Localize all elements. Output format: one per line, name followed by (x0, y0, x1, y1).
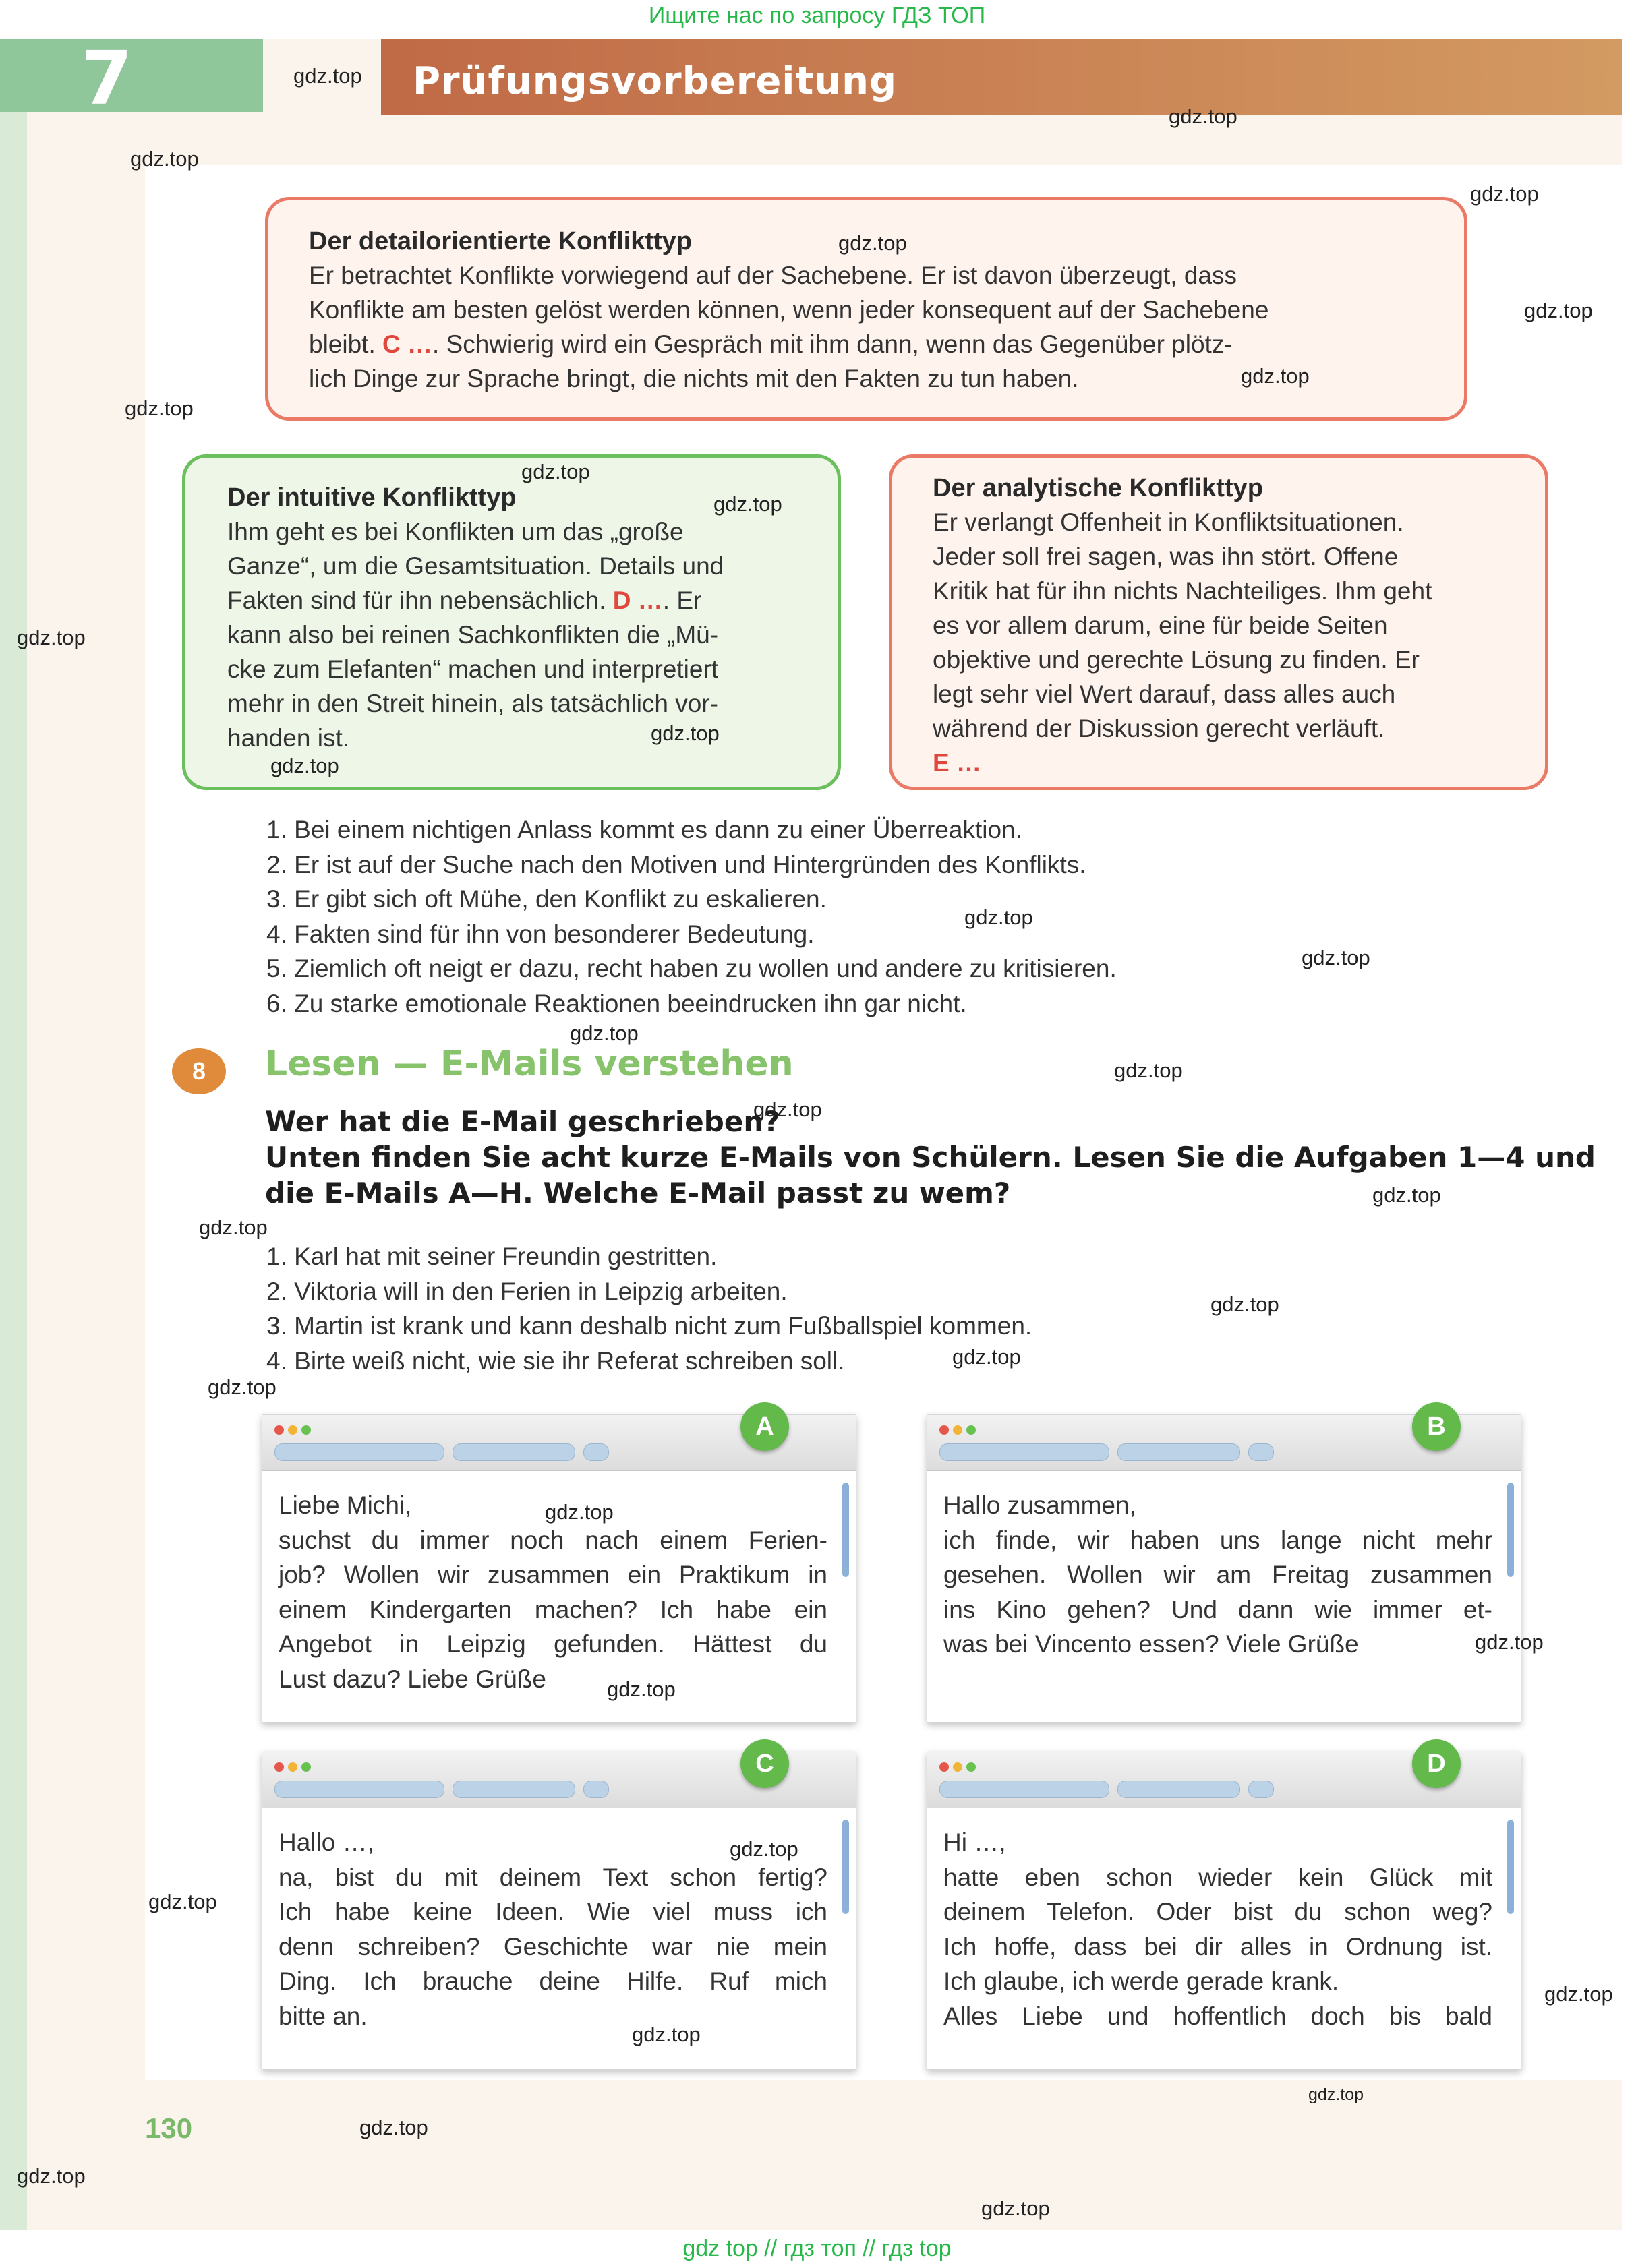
watermark: gdz.top (1308, 2085, 1364, 2104)
email-line: na, bist du mit deinem Text schon fertig? (279, 1863, 827, 1891)
statement-item: 1. Bei einem nichtigen Anlass kommt es dann zu einer Überreaktion. (266, 816, 1022, 843)
email-line: hatte eben schon wieder kein Glück mit (943, 1863, 1492, 1891)
top-link[interactable]: Ищите нас по запросу ГДЗ ТОП (648, 3, 986, 28)
watermark: gdz.top (359, 2116, 428, 2139)
minimize-dot-icon[interactable] (953, 1425, 962, 1435)
watermark: gdz.top (1470, 182, 1539, 206)
box-analytic-line: objektive und gerechte Lösung zu finden. Er (933, 646, 1420, 674)
zoom-dot-icon[interactable] (966, 1425, 976, 1435)
email-line: suchst du immer noch nach einem Ferien- (279, 1526, 827, 1554)
box-intuitive-line: Ihm geht es bei Konflikten um das „große (227, 518, 684, 545)
box-intuitive-line: kann also bei reinen Sachkonflikten die „Mü- (227, 621, 719, 649)
box-intuitive-line: handen ist. (227, 724, 350, 752)
zoom-dot-icon[interactable] (301, 1425, 311, 1435)
email-label-b: B (1412, 1402, 1461, 1451)
watermark: gdz.top (1372, 1183, 1441, 1207)
print-button[interactable] (583, 1443, 609, 1461)
email-line: denn schreiben? Geschichte war nie mein (279, 1932, 827, 1961)
watermark: gdz.top (570, 1021, 639, 1045)
email-line: Hi …, (943, 1828, 1006, 1856)
email-body (943, 1825, 1492, 2033)
box-intuitive-line: cke zum Elefanten“ machen und interpretiert (227, 655, 719, 683)
email-line: gesehen. Wollen wir am Freitag zusammen (943, 1561, 1492, 1588)
close-dot-icon[interactable] (274, 1762, 284, 1772)
email-line: was bei Vincento essen? Viele Grüße (943, 1630, 1359, 1658)
watermark: gdz.top (607, 1677, 676, 1701)
email-line: ich finde, wir haben uns lange nicht mehr (943, 1526, 1492, 1554)
watermark: gdz.top (1524, 299, 1593, 322)
email-line: job? Wollen wir zusammen ein Praktikum in (279, 1561, 827, 1588)
email-line: Ich glaube, ich werde gerade krank. (943, 1967, 1339, 1995)
task-item: 2. Viktoria will in den Ferien in Leipzig arbeiten. (266, 1277, 788, 1305)
box-analytic-line: Er verlangt Offenheit in Konfliktsituationen. (933, 508, 1404, 536)
box-detail-line: Er betrachtet Konflikte vorwiegend auf der Sachebene. Er ist davon überzeugt, dass (309, 262, 1237, 289)
toolbar-buttons[interactable] (939, 1443, 1109, 1461)
email-line: deinem Telefon. Oder bist du schon weg? (943, 1898, 1492, 1926)
box-analytic-line: Kritik hat für ihn nichts Nachteiliges. Ihm geht (933, 577, 1432, 605)
email-line: bitte an. (279, 2002, 368, 2030)
email-line: Liebe Michi, (279, 1491, 412, 1519)
watermark: gdz.top (17, 2164, 86, 2188)
print-button[interactable] (1248, 1443, 1274, 1461)
box-detail-line-start: bleibt. (309, 330, 383, 358)
watermark: gdz.top (1302, 946, 1370, 969)
task-question: Wer hat die E-Mail geschrieben? (265, 1105, 780, 1138)
watermark: gdz.top (1169, 105, 1237, 128)
email-window-a (262, 1414, 856, 1723)
box-intuitive-line: Ganze“, um die Gesamtsituation. Details und (227, 552, 724, 580)
left-strip (0, 39, 27, 2230)
task-instruction-line: die E-Mails A—H. Welche E-Mail passt zu wem? (265, 1176, 1011, 1210)
minimize-dot-icon[interactable] (288, 1425, 297, 1435)
print-button[interactable] (583, 1781, 609, 1798)
print-button[interactable] (1248, 1781, 1274, 1798)
chapter-tab (0, 35, 263, 121)
gap-marker-d: D … (612, 587, 663, 614)
statement-item: 4. Fakten sind für ihn von besonderer Bedeutung. (266, 920, 815, 948)
nav-buttons[interactable] (453, 1443, 575, 1461)
email-line: Angebot in Leipzig gefunden. Hättest du (279, 1630, 827, 1658)
scrollbar[interactable] (842, 1820, 849, 1914)
email-window-c (262, 1752, 856, 2070)
page-title: Prüfungsvorbereitung (413, 59, 898, 103)
box-detail-line: lich Dinge zur Sprache bringt, die nichts mit den Fakten zu tun haben. (309, 365, 1079, 392)
email-line: einem Kindergarten machen? Ich habe ein (279, 1595, 827, 1623)
box-analytic-line: während der Diskussion gerecht verläuft. (933, 715, 1385, 742)
close-dot-icon[interactable] (274, 1425, 284, 1435)
zoom-dot-icon[interactable] (301, 1762, 311, 1772)
box-detail-title: Der detailorientierte Konflikttyp (309, 227, 692, 256)
email-line: Ding. Ich brauche deine Hilfe. Ruf mich (279, 1967, 827, 1995)
task-instructions (265, 1104, 1596, 1211)
task-item: 4. Birte weiß nicht, wie sie ihr Referat schreiben soll. (266, 1346, 845, 1375)
minimize-dot-icon[interactable] (288, 1762, 297, 1772)
task-number-badge: 8 (172, 1048, 226, 1094)
watermark: gdz.top (730, 1837, 798, 1861)
box-intuitive-line-start: Fakten sind für ihn nebensächlich. (227, 587, 613, 614)
toolbar-buttons[interactable] (274, 1443, 444, 1461)
email-body (943, 1488, 1492, 1662)
email-line: Ich habe keine Ideen. Wie viel muss ich (279, 1898, 827, 1926)
box-analytic-line: legt sehr viel Wert darauf, dass alles auch (933, 680, 1396, 708)
email-line: Alles Liebe und hoffentlich doch bis bald (943, 2002, 1492, 2030)
email-line: Hallo zusammen, (943, 1491, 1136, 1519)
email-line: Ich hoffe, dass bei dir alles in Ordnung ist. (943, 1932, 1492, 1961)
watermark: gdz.top (981, 2197, 1050, 2220)
statement-item: 6. Zu starke emotionale Reaktionen beeindrucken ihn gar nicht. (266, 989, 967, 1017)
box-intuitive-line: mehr in den Streit hinein, als tatsächlich vor- (227, 690, 719, 717)
box-detail-line-end: . Schwierig wird ein Gespräch mit ihm dann, wenn das Gegenüber plötz- (432, 330, 1233, 358)
watermark: gdz.top (753, 1098, 822, 1121)
box-detail-line: Konflikte am besten gelöst werden können, wenn jeder konsequent auf der Sachebene (309, 296, 1269, 324)
task-item: 3. Martin ist krank und kann deshalb nicht zum Fußballspiel kommen. (266, 1312, 1032, 1340)
chapter-number: 7 (81, 35, 133, 121)
watermark: gdz.top (17, 626, 86, 649)
email-window-b (927, 1414, 1521, 1723)
email-label-a: A (740, 1402, 789, 1451)
toolbar-buttons[interactable] (274, 1781, 444, 1798)
nav-buttons[interactable] (453, 1781, 575, 1798)
close-dot-icon[interactable] (939, 1425, 949, 1435)
email-line: Lust dazu? Liebe Grüße (279, 1665, 546, 1693)
close-dot-icon[interactable] (939, 1762, 949, 1772)
bottom-links[interactable]: gdz top // гдз топ // гдз top (682, 2236, 952, 2261)
watermark: gdz.top (148, 1890, 217, 1913)
box-intuitive-line-end: . Er (662, 587, 702, 614)
box-analytic-type (889, 454, 1548, 790)
email-label-d: D (1412, 1739, 1461, 1788)
watermark: gdz.top (964, 905, 1033, 929)
watermark: gdz.top (632, 2023, 701, 2046)
box-detail-line (309, 327, 1428, 361)
watermark: gdz.top (1241, 364, 1310, 388)
watermark: gdz.top (952, 1345, 1021, 1369)
scrollbar[interactable] (1507, 1483, 1514, 1577)
page-number: 130 (145, 2112, 193, 2144)
watermark: gdz.top (199, 1216, 268, 1239)
box-intuitive-title: Der intuitive Konflikttyp (227, 483, 517, 512)
nav-buttons[interactable] (1117, 1443, 1240, 1461)
email-line: ins Kino gehen? Und dann wie immer et- (943, 1595, 1492, 1623)
watermark: gdz.top (1210, 1292, 1279, 1316)
scrollbar[interactable] (1507, 1820, 1514, 1914)
box-intuitive-line (227, 583, 796, 618)
statement-item: 2. Er ist auf der Suche nach den Motiven und Hintergründen des Konflikts. (266, 850, 1086, 878)
watermark: gdz.top (270, 754, 339, 777)
email-label-c: C (740, 1739, 789, 1788)
task-instruction-line: Unten finden Sie acht kurze E-Mails von Schülern. Lesen Sie die Aufgaben 1—4 und (265, 1141, 1596, 1174)
watermark: gdz.top (521, 460, 590, 483)
task-title: Lesen — E-Mails verstehen (265, 1044, 794, 1084)
nav-buttons[interactable] (1117, 1781, 1240, 1798)
gap-marker-e: E … (933, 749, 981, 777)
watermark: gdz.top (293, 64, 362, 88)
task-list (266, 1239, 1032, 1378)
watermark: gdz.top (1114, 1058, 1183, 1082)
statement-item: 3. Er gibt sich oft Mühe, den Konflikt zu eskalieren. (266, 885, 827, 913)
email-window-d (927, 1752, 1521, 2070)
task-item: 1. Karl hat mit seiner Freundin gestritten. (266, 1243, 718, 1270)
watermark: gdz.top (130, 147, 199, 171)
minimize-dot-icon[interactable] (953, 1762, 962, 1772)
gap-marker-c: C … (382, 330, 433, 358)
box-analytic-line: es vor allem darum, eine für beide Seiten (933, 611, 1388, 639)
statement-item: 5. Ziemlich oft neigt er dazu, recht haben zu wollen und andere zu kritisieren. (266, 955, 1117, 982)
zoom-dot-icon[interactable] (966, 1762, 976, 1772)
watermark: gdz.top (1475, 1630, 1544, 1654)
watermark: gdz.top (125, 396, 194, 420)
scrollbar[interactable] (842, 1483, 849, 1577)
box-analytic-line: Jeder soll frei sagen, was ihn stört. Offene (933, 543, 1399, 570)
watermark: gdz.top (545, 1500, 614, 1524)
toolbar-buttons[interactable] (939, 1781, 1109, 1798)
watermark: gdz.top (838, 231, 907, 255)
watermark: gdz.top (208, 1375, 276, 1399)
watermark: gdz.top (1544, 1982, 1613, 2006)
box-analytic-title: Der analytische Konflikttyp (933, 474, 1263, 502)
watermark: gdz.top (713, 492, 782, 516)
email-line: Hallo …, (279, 1828, 374, 1856)
watermark: gdz.top (651, 721, 720, 745)
